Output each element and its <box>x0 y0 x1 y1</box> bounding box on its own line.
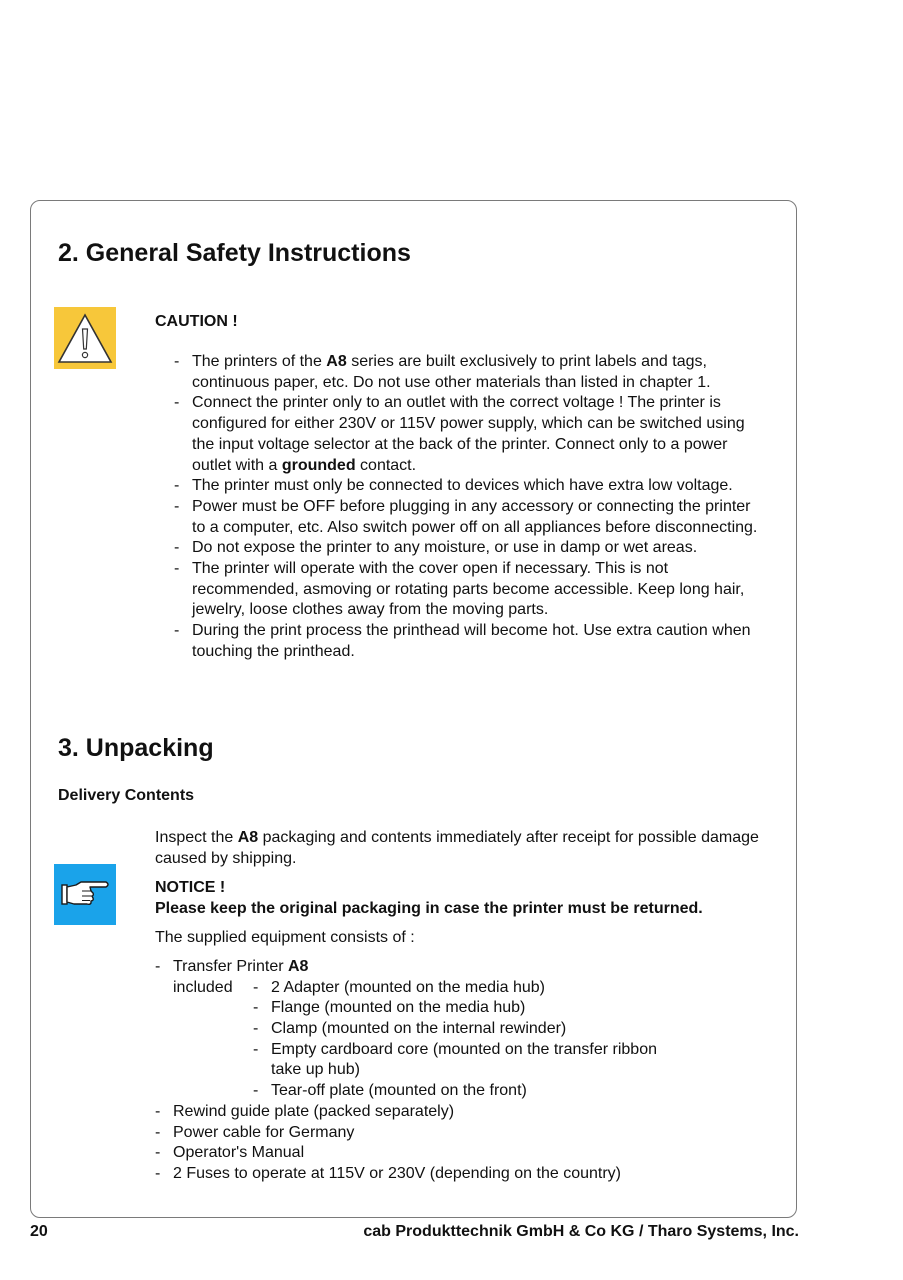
list-item: - Power cable for Germany <box>155 1123 355 1141</box>
footer-company: cab Produkttechnik GmbH & Co KG / Tharo Systems, Inc. <box>363 1223 799 1240</box>
list-item: - The printers of the A8 series are built exclusively to print labels and tags, continuous paper, etc. Do not use other materials than listed in chapter 1. <box>192 352 767 393</box>
equipment-list <box>155 957 775 1185</box>
pointing-hand-icon <box>54 864 116 925</box>
list-item: - Empty cardboard core (mounted on the transfer ribbon <box>253 1040 657 1058</box>
section-2-heading: 2. General Safety Instructions <box>58 239 411 267</box>
list-item: - Flange (mounted on the media hub) <box>253 999 526 1017</box>
inspect-paragraph: Inspect the A8 packaging and contents immediately after receipt for possible damage caused by shipping. <box>155 829 759 867</box>
list-item: - Transfer Printer A8 <box>155 958 309 975</box>
warning-icon <box>54 307 116 369</box>
safety-instructions-list <box>192 352 767 663</box>
notice-title: NOTICE ! <box>155 879 226 896</box>
list-item: - During the print process the printhead will become hot. Use extra caution when touching the printhead. <box>192 621 767 662</box>
list-item: included - 2 Adapter (mounted on the media hub) <box>173 978 545 996</box>
delivery-contents-heading: Delivery Contents <box>58 787 195 804</box>
supplied-equipment-label: The supplied equipment consists of : <box>155 929 415 946</box>
list-item: - 2 Fuses to operate at 115V or 230V (depending on the country) <box>155 1164 621 1182</box>
list-item: - The printer will operate with the cover open if necessary. This is not recommended, asmoving or rotating parts become accessible. Keep long hair, jewelry, loose clothes away from the moving parts. <box>192 559 767 621</box>
list-item: - Tear-off plate (mounted on the front) <box>253 1082 527 1100</box>
list-item: - Power must be OFF before plugging in any accessory or connecting the printer to a computer, etc. Also switch power off on all appliances before disconnecting. <box>192 497 767 538</box>
notice-text: Please keep the original packaging in case the printer must be returned. <box>155 900 703 917</box>
list-item: - Clamp (mounted on the internal rewinder) <box>253 1020 567 1038</box>
list-item: take up hub) <box>271 1061 360 1079</box>
list-item: - Rewind guide plate (packed separately) <box>155 1102 455 1120</box>
list-item: - The printer must only be connected to devices which have extra low voltage. <box>192 476 767 497</box>
page-number: 20 <box>30 1223 48 1240</box>
section-3-heading: 3. Unpacking <box>58 734 214 762</box>
list-item: - Connect the printer only to an outlet with the correct voltage ! The printer is configured for either 230V or 115V power supply, which can be switched using the input voltage selector at the back of the printer. Connect only to a power outlet with a grounded contact. <box>192 393 767 476</box>
list-item: - Do not expose the printer to any moisture, or use in damp or wet areas. <box>192 538 767 559</box>
list-item: - Operator's Manual <box>155 1144 305 1162</box>
caution-title: CAUTION ! <box>155 313 238 330</box>
